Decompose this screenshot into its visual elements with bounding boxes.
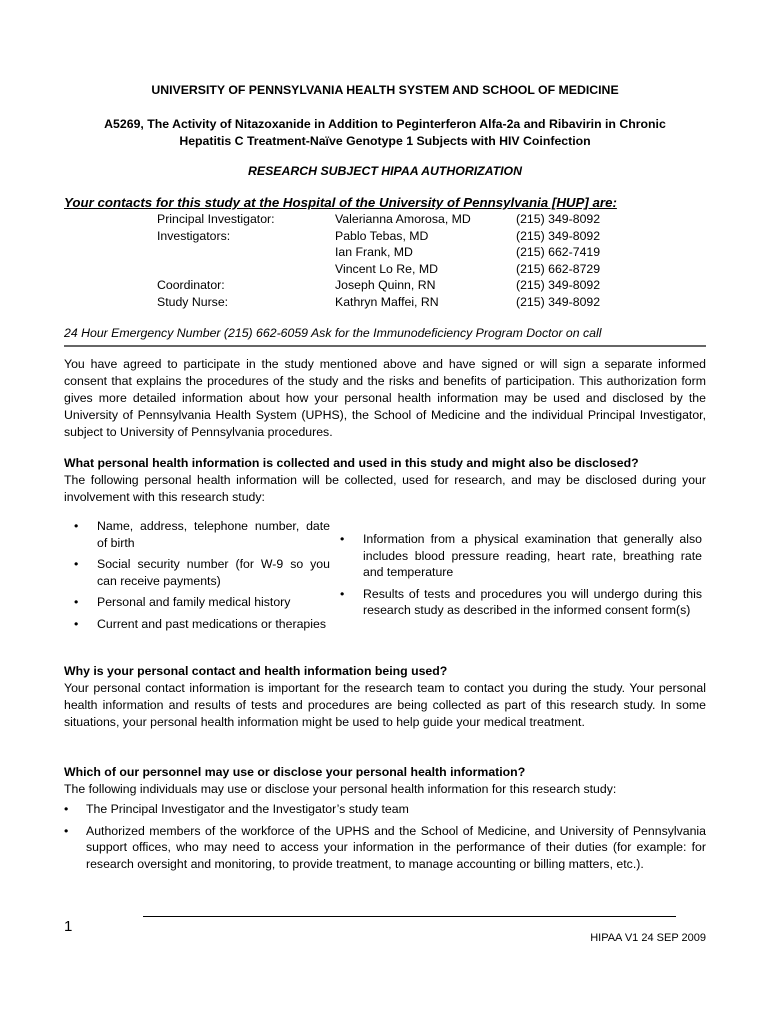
list-item: • Authorized members of the workforce of the UPHS and the School of Medicine, and University of Pennsylvania support offices, who may need to access your information in the performance of their duties (for example: for research oversight and monitoring, to provide treatment, to manage accounting or billing matters, etc.).: [64, 823, 706, 873]
contact-row: [157, 244, 616, 261]
section-text: Your personal contact information is important for the research team to contact you during the study. Your personal health information and results of tests and procedures are being collected as part of this research study. In some situations, your personal health information might be used to help guide your medical treatment.: [64, 681, 706, 729]
list-item: • Name, address, telephone number, date of birth: [64, 518, 330, 551]
list-item: • Results of tests and procedures you will undergo during this research study as described in the informed consent form(s): [330, 586, 702, 619]
contact-row: [157, 294, 616, 311]
section-text: The following individuals may use or disclose your personal health information for this research study:: [64, 782, 617, 796]
section-heading: What personal health information is collected and used in this study and might also be disclosed?: [64, 456, 639, 470]
bullet-list-left: [64, 518, 330, 637]
contact-role: Investigators:: [157, 228, 231, 243]
section-collected: [64, 455, 706, 506]
form-title: RESEARCH SUBJECT HIPAA AUTHORIZATION: [248, 164, 522, 178]
contact-role: [157, 244, 335, 261]
intro-paragraph: You have agreed to participate in the study mentioned above and have signed or will sign a separate informed consent that explains the procedures of the study and the risks and benefits of participation. This authorization form gives more detailed information about how your personal health information may be used and disclosed by the University of Pennsylvania Health System (UPHS), the School of Medicine and the individual Principal Investigator, subject to University of Pennsylvania procedures.: [64, 357, 706, 439]
contact-phone: (215) 349-8092: [516, 278, 601, 293]
contact-role: Study Nurse:: [157, 294, 229, 309]
section-text: The following personal health information will be collected, used for research, and may be disclosed during your involvement with this research study:: [64, 473, 706, 504]
institution-title: UNIVERSITY OF PENNSYLVANIA HEALTH SYSTEM AND SCHOOL OF MEDICINE: [151, 83, 619, 97]
contacts-table: [157, 211, 616, 311]
list-item: • Current and past medications or therapies: [64, 616, 330, 633]
contact-row: [157, 228, 616, 245]
version-label: HIPAA V1 24 SEP 2009: [590, 932, 706, 944]
contact-phone: (215) 662-7419: [516, 245, 601, 260]
section-heading: Which of our personnel may use or disclose your personal health information?: [64, 765, 526, 779]
section-usage: [64, 663, 706, 731]
contact-phone: (215) 349-8092: [516, 212, 601, 226]
list-item: • The Principal Investigator and the Investigator’s study team: [64, 801, 706, 818]
study-title: [40, 116, 730, 150]
section-personnel: [64, 764, 706, 877]
contact-row: [157, 277, 616, 294]
contacts-heading: Your contacts for this study at the Hospital of the University of Pennsylvania [HUP] are:: [64, 195, 617, 210]
bullet-list-right: [330, 531, 702, 624]
contact-role: Principal Investigator:: [157, 212, 275, 226]
study-title-line: A5269, The Activity of Nitazoxanide in Addition to Peginterferon Alfa-2a and Ribavirin in Chronic: [104, 117, 666, 131]
divider: [64, 345, 706, 347]
contact-role: [157, 261, 335, 278]
contact-row: [157, 261, 616, 278]
list-item: • Social security number (for W-9 so you can receive payments): [64, 556, 330, 589]
contact-name: Joseph Quinn, RN: [335, 278, 436, 293]
contact-name: Vincent Lo Re, MD: [335, 261, 438, 276]
contact-name: Kathryn Maffei, RN: [335, 294, 439, 309]
contact-row: [157, 211, 616, 228]
page-number: 1: [64, 918, 73, 935]
contact-phone: (215) 349-8092: [516, 294, 601, 309]
emergency-number: 24 Hour Emergency Number (215) 662-6059 Ask for the Immunodeficiency Program Doctor on call: [64, 326, 602, 340]
footer-rule: [143, 916, 676, 917]
contact-phone: (215) 662-8729: [516, 261, 601, 276]
contact-name: Valerianna Amorosa, MD: [335, 212, 471, 226]
list-item: • Personal and family medical history: [64, 594, 330, 611]
contact-name: Ian Frank, MD: [335, 245, 413, 260]
contact-role: Coordinator:: [157, 278, 225, 293]
section-heading: Why is your personal contact and health information being used?: [64, 664, 448, 678]
contact-name: Pablo Tebas, MD: [335, 228, 429, 243]
study-title-line: Hepatitis C Treatment-Naïve Genotype 1 Subjects with HIV Coinfection: [179, 134, 591, 148]
personnel-list: [64, 801, 706, 872]
list-item: • Information from a physical examination that generally also includes blood pressure reading, heart rate, breathing rate and temperature: [330, 531, 702, 581]
contact-phone: (215) 349-8092: [516, 228, 601, 243]
